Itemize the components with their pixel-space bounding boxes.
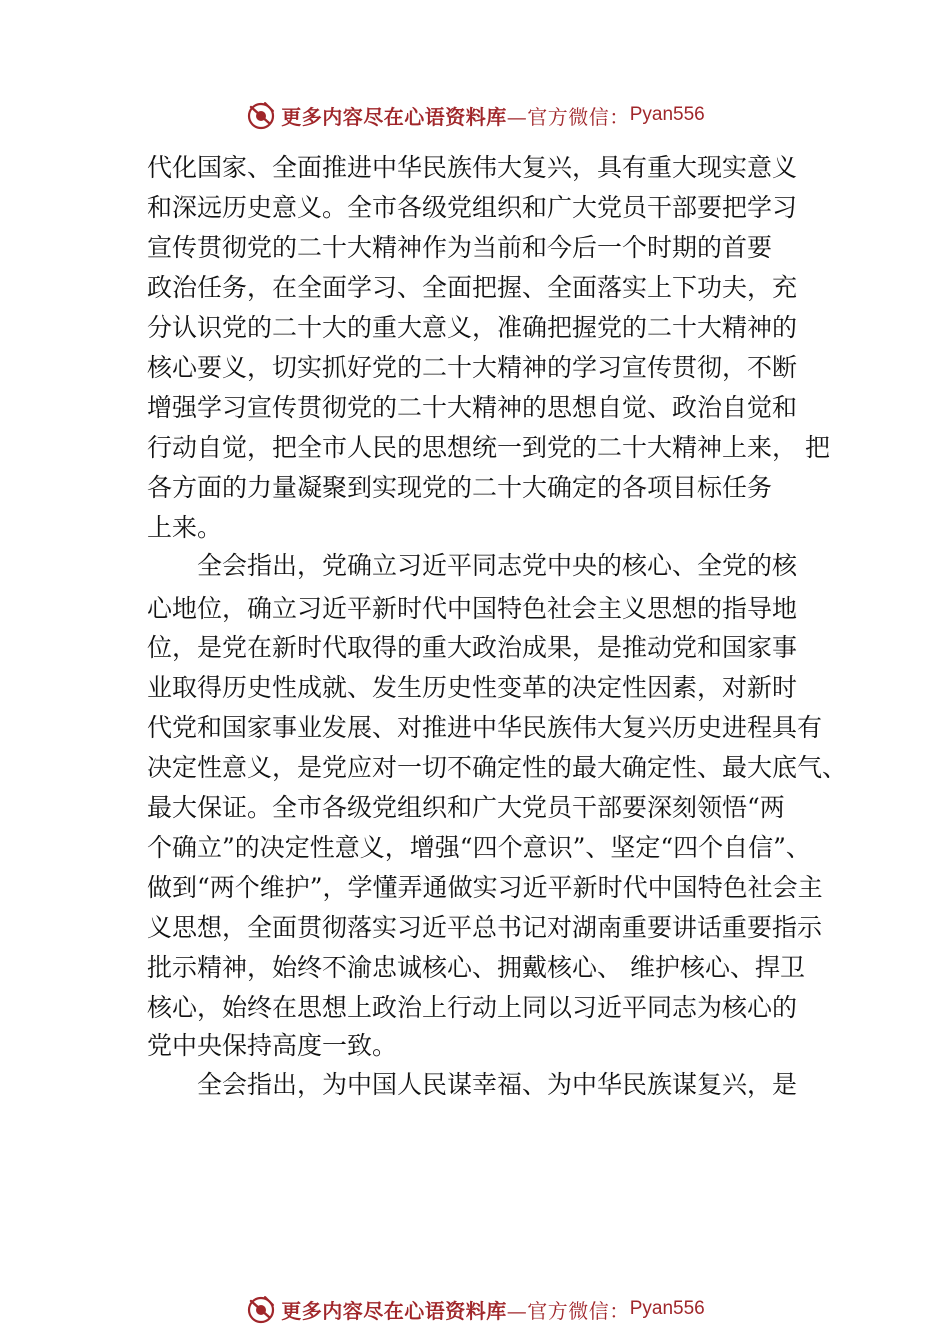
text-line: 党中央保持高度一致。	[147, 1031, 398, 1060]
header-banner	[0, 97, 950, 133]
text-line: 个确立”的决定性意义，增强“四个意识”、坚定“四个自信”、	[147, 833, 811, 862]
text-line: 宣传贯彻党的二十大精神作为当前和今后一个时期的首要	[147, 233, 773, 262]
banner-sub-text: —官方微信：	[506, 104, 630, 129]
text-line: 核心，始终在思想上政治上行动上同以习近平同志为核心的	[147, 993, 798, 1022]
text-line: 增强学习宣传贯彻党的二十大精神的思想自觉、政治自觉和	[147, 393, 798, 422]
text-line: 业取得历史性成就、发生历史性变革的决定性因素，对新时	[147, 673, 798, 702]
text-line: 和深远历史意义。全市各级党组织和广大党员干部要把学习	[147, 193, 798, 222]
text-line: 最大保证。全市各级党组织和广大党员干部要深刻领悟“两	[147, 793, 785, 822]
banner-wechat-id: Pyan556	[629, 104, 705, 125]
text-line: 位，是党在新时代取得的重大政治成果，是推动党和国家事	[147, 633, 798, 662]
text-line: 上来。	[147, 513, 223, 542]
text-line: 代党和国家事业发展、对推进中华民族伟大复兴历史进程具有	[147, 713, 823, 742]
text-line: 义思想，全面贯彻落实习近平总书记对湖南重要讲话重要指示	[147, 913, 823, 942]
brand-logo-icon	[245, 99, 277, 131]
banner-sub-text: —官方微信：	[506, 1298, 630, 1323]
banner-main-text: 更多内容尽在心语资料库	[281, 1298, 507, 1323]
text-line: 决定性意义，是党应对一切不确定性的最大确定性、最大底气、	[147, 753, 848, 782]
text-line: 批示精神，始终不渝忠诚核心、拥戴核心、 维护核心、捍卫	[147, 953, 805, 982]
text-line: 心地位，确立习近平新时代中国特色社会主义思想的指导地	[147, 594, 798, 623]
text-line: 做到“两个维护”，学懂弄通做实习近平新时代中国特色社会主	[147, 873, 823, 902]
text-line: 分认识党的二十大的重大意义，准确把握党的二十大精神的	[147, 313, 798, 342]
paragraph-start-line: 全会指出，为中国人民谋幸福、为中华民族谋复兴，是	[197, 1070, 798, 1099]
text-line: 核心要义，切实抓好党的二十大精神的学习宣传贯彻，不断	[147, 353, 798, 382]
footer-banner	[0, 1291, 950, 1327]
text-line: 政治任务，在全面学习、全面把握、全面落实上下功夫，充	[147, 273, 798, 302]
banner-main-text: 更多内容尽在心语资料库	[281, 104, 507, 129]
paragraph-start-line: 全会指出，党确立习近平同志党中央的核心、全党的核	[197, 551, 798, 580]
text-line: 行动自觉，把全市人民的思想统一到党的二十大精神上来， 把	[147, 433, 830, 462]
text-line: 代化国家、全面推进中华民族伟大复兴，具有重大现实意义	[147, 153, 798, 182]
brand-logo-icon	[245, 1293, 277, 1325]
banner-wechat-id: Pyan556	[629, 1298, 705, 1319]
text-line: 各方面的力量凝聚到实现党的二十大确定的各项目标任务	[147, 473, 773, 502]
